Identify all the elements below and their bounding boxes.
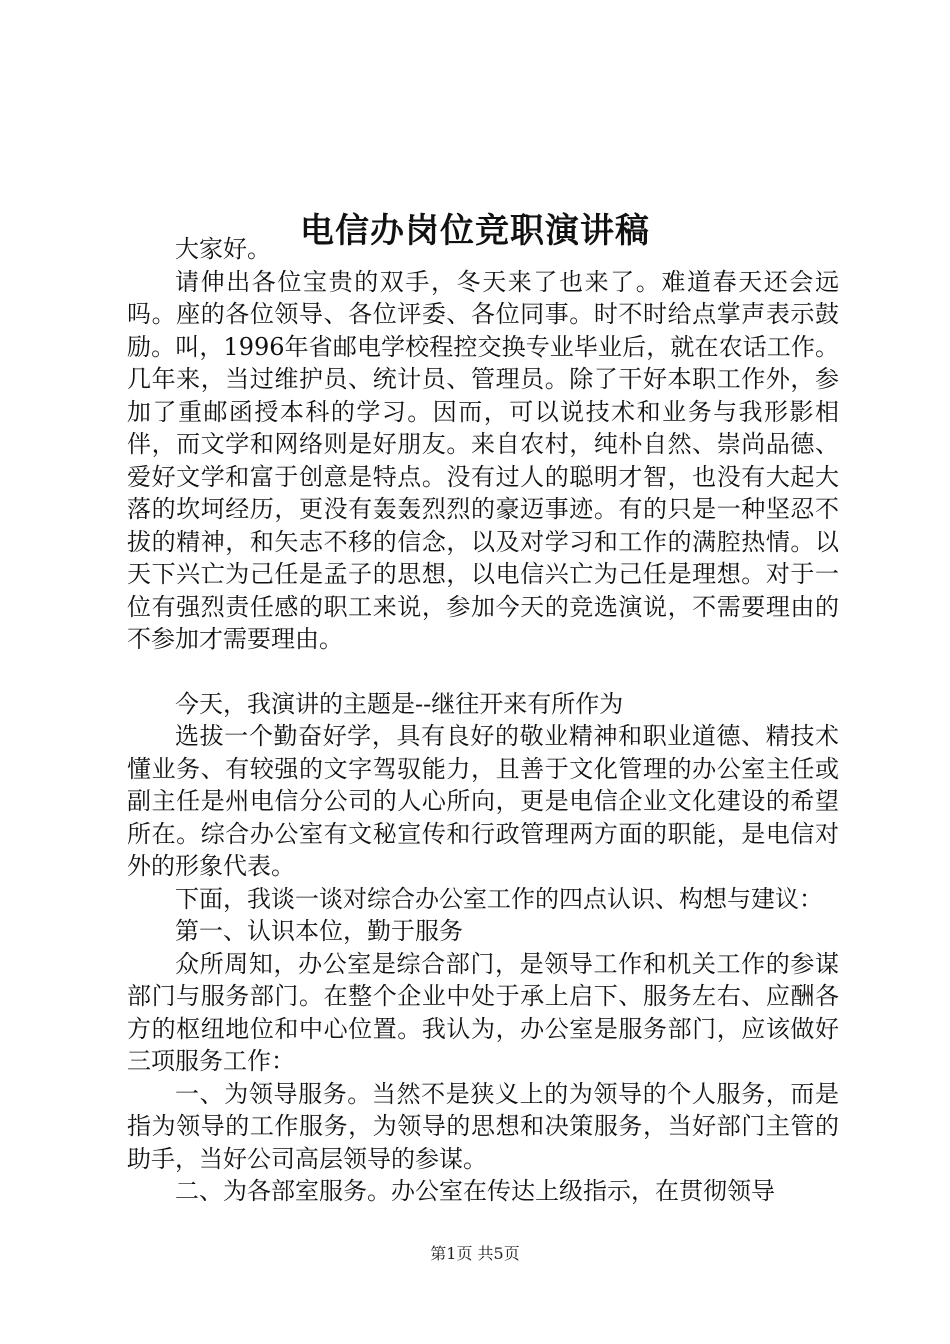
document-title: 电信办岗位竞职演讲稿 xyxy=(300,210,650,251)
paragraph-theme: 今天，我演讲的主题是--继往开来有所作为 xyxy=(175,689,624,718)
paragraph-serve-leaders: 一、为领导服务。当然不是狭义上的为领导的个人服务，而是指为领导的工作服务，为领导的思想和决策服务，当好部门主管的助手，当好公司高层领导的参谋。 xyxy=(127,1079,839,1173)
page-number-footer: 第1页 共5页 xyxy=(430,1244,520,1263)
section-heading-first: 第一、认识本位，勤于服务 xyxy=(175,917,463,945)
document-body xyxy=(127,233,839,1208)
paragraph-outline: 下面，我谈一谈对综合办公室工作的四点认识、构想与建议： xyxy=(175,884,823,913)
paragraph-selection: 选拔一个勤奋好学，具有良好的敬业精神和职业道德、精技术懂业务、有较强的文字驾驭能力，且善于文化管理的办公室主任或副主任是州电信分公司的人心所向，更是电信企业文化建设的希望所在。综合办公室有文秘宣传和行政管理两方面的职能，是电信对外的形象代表。 xyxy=(127,722,839,880)
paragraph-serve-departments: 二、为各部室服务。办公室在传达上级指示，在贯彻领导 xyxy=(175,1177,775,1205)
paragraph-office-role: 众所周知，办公室是综合部门，是领导工作和机关工作的参谋部门与服务部门。在整个企业中处于承上启下、服务左右、应酬各方的枢纽地位和中心位置。我认为，办公室是服务部门，应该做好三项服务工作： xyxy=(127,949,839,1075)
paragraph-introduction: 请伸出各位宝贵的双手，冬天来了也来了。难道春天还会远吗。座的各位领导、各位评委、各位同事。时不时给点掌声表示鼓励。叫，1996年省邮电学校程控交换专业毕业后，就在农话工作。几年来，当过维护员、统计员、管理员。除了干好本职工作外，参加了重邮函授本科的学习。因而，可以说技术和业务与我形影相伴，而文学和网络则是好朋友。来自农村，纯朴自然、崇尚品德、爱好文学和富于创意是特点。没有过人的聪明才智，也没有大起大落的坎坷经历，更没有轰轰烈烈的豪迈事迹。有的只是一种坚忍不拔的精神，和矢志不移的信念，以及对学习和工作的满腔热情。以天下兴亡为己任是孟子的思想，以电信兴亡为己任是理想。对于一位有强烈责任感的职工来说，参加今天的竞选演说，不需要理由的不参加才需要理由。 xyxy=(127,267,839,653)
paragraph-greeting: 大家好。 xyxy=(175,235,271,263)
